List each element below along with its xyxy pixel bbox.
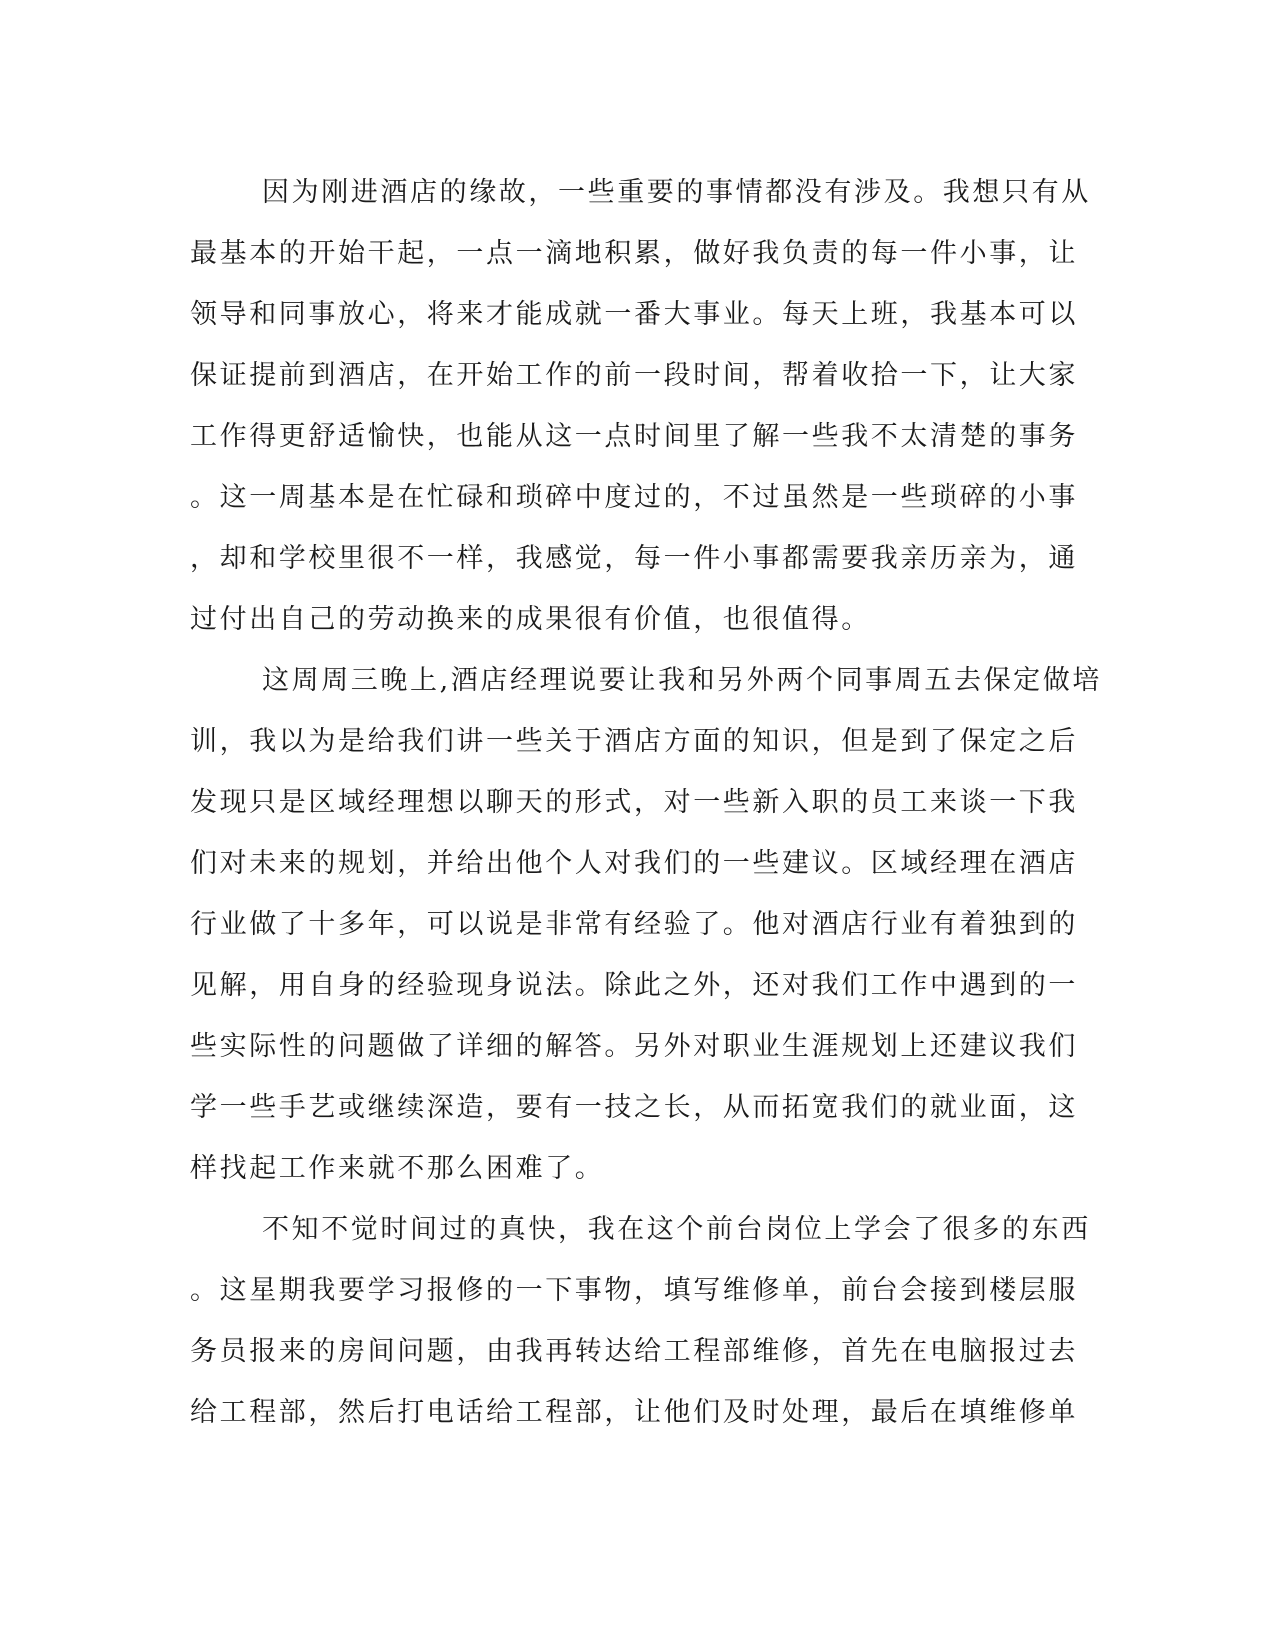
paragraph-line: 们对未来的规划，并给出他个人对我们的一些建议。区域经理在酒店 [190,848,1078,879]
paragraph-line: 样找起工作来就不那么困难了。 [190,1153,605,1184]
paragraph-1 [190,162,1090,650]
paragraph-line: 给工程部，然后打电话给工程部，让他们及时处理，最后在填维修单 [190,1397,1078,1428]
paragraph-line: 些实际性的问题做了详细的解答。另外对职业生涯规划上还建议我们 [190,1031,1078,1062]
paragraph-line: ，却和学校里很不一样，我感觉，每一件小事都需要我亲历亲为，通 [190,543,1078,574]
paragraph-3 [190,1199,1090,1443]
paragraph-line: 不知不觉时间过的真快，我在这个前台岗位上学会了很多的东西 [262,1214,1091,1245]
paragraph-line: 因为刚进酒店的缘故，一些重要的事情都没有涉及。我想只有从 [262,177,1091,208]
paragraph-line: 发现只是区域经理想以聊天的形式，对一些新入职的员工来谈一下我 [190,787,1078,818]
paragraph-line: 。这星期我要学习报修的一下事物，填写维修单，前台会接到楼层服 [190,1275,1078,1306]
document-body [190,162,1102,1443]
paragraph-line: 过付出自己的劳动换来的成果很有价值，也很值得。 [190,604,871,635]
paragraph-line: 领导和同事放心，将来才能成就一番大事业。每天上班，我基本可以 [190,299,1078,330]
paragraph-line: 见解，用自身的经验现身说法。除此之外，还对我们工作中遇到的一 [190,970,1078,1001]
paragraph-line: 工作得更舒适愉快，也能从这一点时间里了解一些我不太清楚的事务 [190,421,1078,452]
paragraph-line: 保证提前到酒店，在开始工作的前一段时间，帮着收拾一下，让大家 [190,360,1078,391]
paragraph-line: 。这一周基本是在忙碌和琐碎中度过的，不过虽然是一些琐碎的小事 [190,482,1078,513]
paragraph-line: 学一些手艺或继续深造，要有一技之长，从而拓宽我们的就业面，这 [190,1092,1078,1123]
paragraph-line: 务员报来的房间问题，由我再转达给工程部维修，首先在电脑报过去 [190,1336,1078,1367]
paragraph-line: 行业做了十多年，可以说是非常有经验了。他对酒店行业有着独到的 [190,909,1078,940]
paragraph-line: 训，我以为是给我们讲一些关于酒店方面的知识，但是到了保定之后 [190,726,1078,757]
paragraph-2 [190,650,1102,1199]
paragraph-line: 最基本的开始干起，一点一滴地积累，做好我负责的每一件小事，让 [190,238,1078,269]
paragraph-line: 这周周三晚上,酒店经理说要让我和另外两个同事周五去保定做培 [262,665,1102,696]
